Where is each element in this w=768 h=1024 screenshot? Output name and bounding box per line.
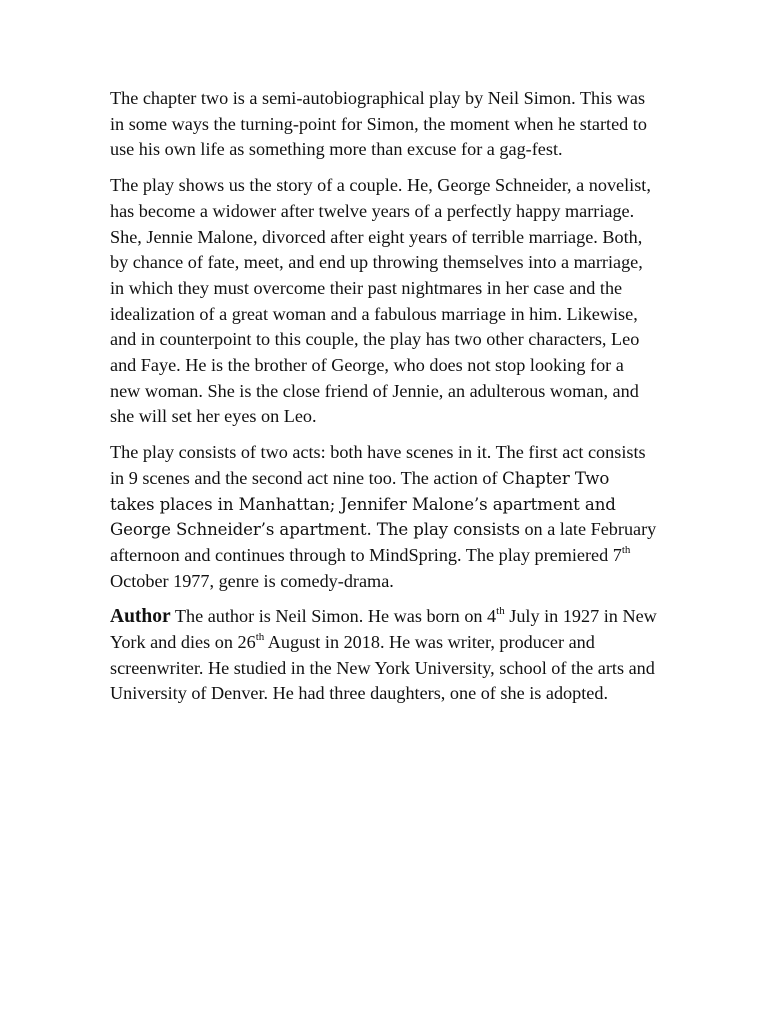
structure-text-5: October 1977, genre is comedy-drama. xyxy=(110,570,394,591)
paragraph-author xyxy=(110,604,658,707)
author-text-1: The author is Neil Simon. He was born on 4 xyxy=(170,606,497,627)
author-heading: Author xyxy=(110,606,171,628)
author-superscript-2: th xyxy=(255,631,265,643)
structure-text-1: The play consists of two acts: both have scenes in it. The first act consists in 9 scenes and the second act nine too. The action of xyxy=(110,442,646,488)
author-superscript-1: th xyxy=(496,605,505,618)
structure-superscript: th xyxy=(621,543,631,556)
paragraph-intro xyxy=(110,86,658,163)
paragraph-intro-text: The chapter two is a semi-autobiographical play by Neil Simon. This was in some ways the turning-point for Simon, the moment when he started to use his own life as something more than excuse for a gag-fest. xyxy=(110,88,647,160)
paragraph-plot xyxy=(110,173,658,430)
paragraph-structure xyxy=(110,440,658,594)
structure-text-3: . The play consists xyxy=(366,520,520,540)
document-body xyxy=(110,86,658,717)
paragraph-plot-text: The play shows us the story of a couple. He, George Schneider, a novelist, has become a widower after twelve years of a perfectly happy marriage. She, Jennie Malone, divorced after eight years of terrible marriage. Both, by chance of fate, meet, and end up throwing themselves into a marriage, in which they must overcome their past nightmares in her case and the idealization of a great woman and a fabulous marriage in him. Likewise, and in counterpoint to this couple, the play has two other characters, Leo and Faye. He is the brother of George, who does not stop looking for a new woman. She is the close friend of Jennie, an adulterous woman, and she will set her eyes on Leo. xyxy=(110,175,651,427)
structure-setting-text: Chapter Two takes places in Manhattan; Jennifer Malone’s apartment and George Schneider’s apartment xyxy=(110,468,616,540)
author-text-2: July in 1927 in New York and dies on 26 xyxy=(110,606,657,653)
author-text-3: August in 2018. He was writer, producer and screenwriter. He studied in the New York University, school of the arts and University of Denver. He had three daughters, one of she is adopted. xyxy=(110,632,655,704)
structure-text-4: on a late February afternoon and continues through to MindSpring. The play premiered 7 xyxy=(110,519,657,565)
